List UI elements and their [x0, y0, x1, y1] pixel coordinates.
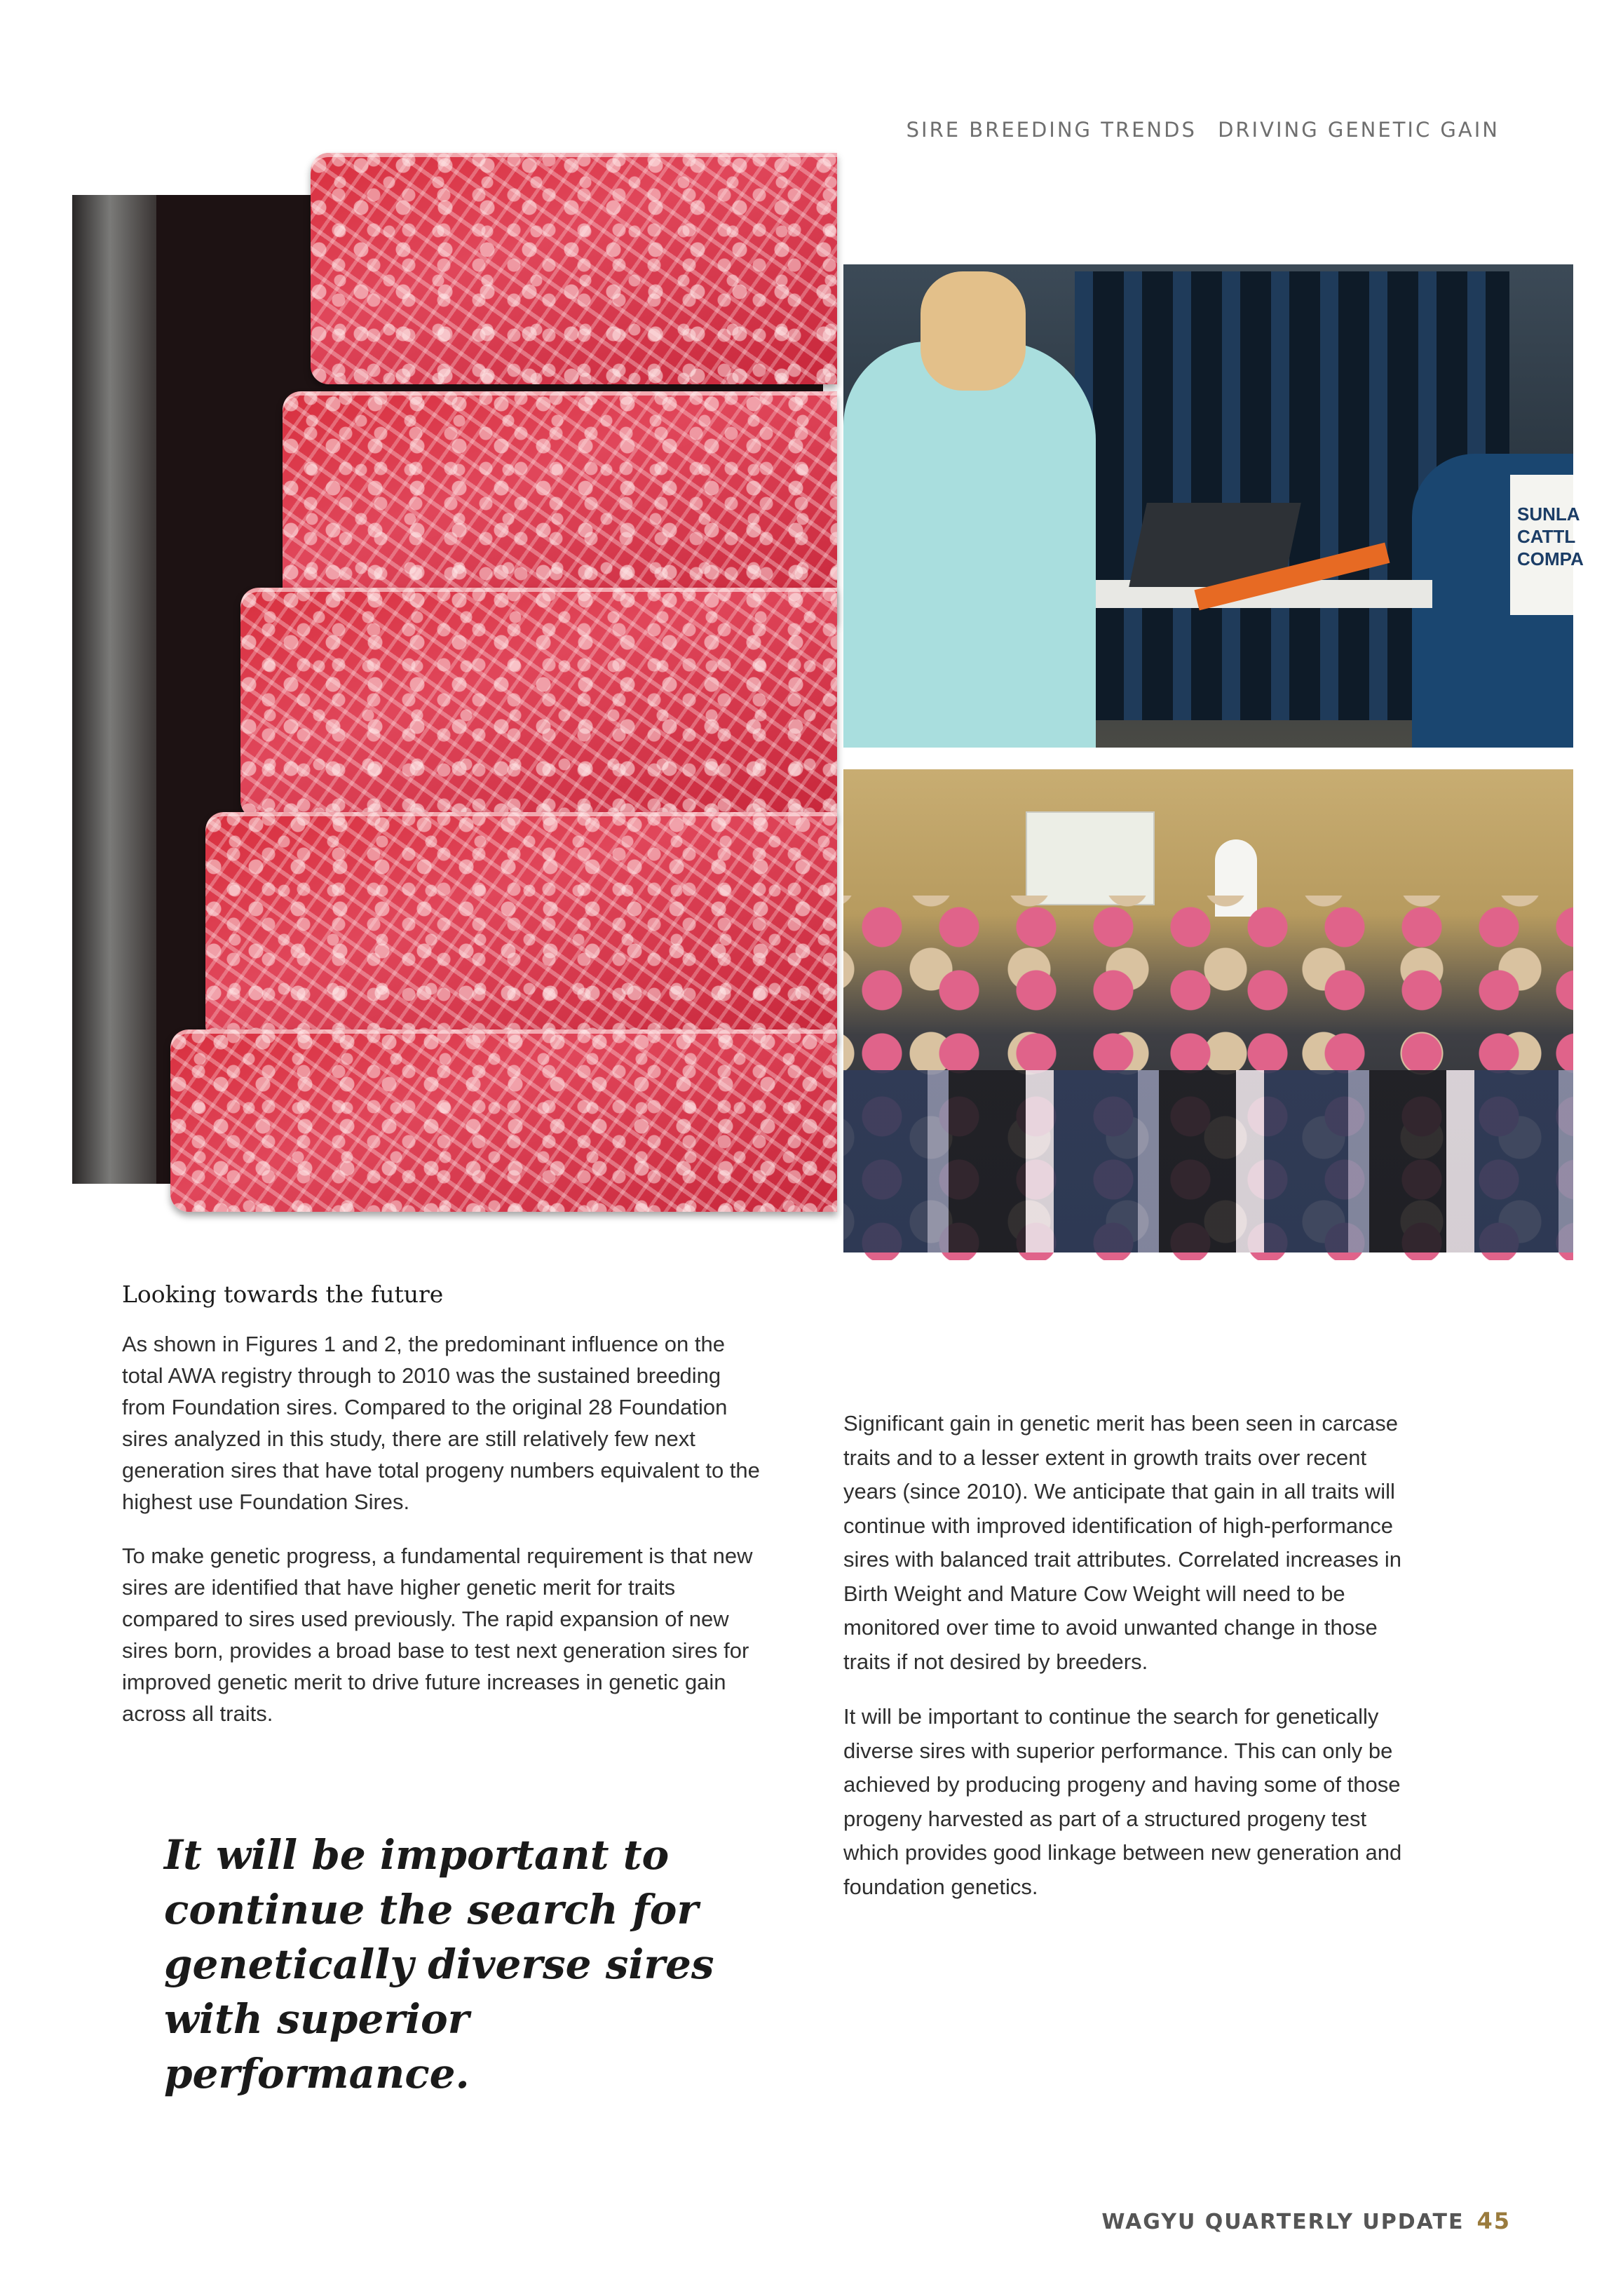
beef-slice	[311, 153, 837, 384]
beef-slice	[170, 1029, 837, 1212]
beef-slice	[205, 812, 837, 1044]
audience-photo	[843, 769, 1573, 1252]
person-head	[921, 271, 1026, 391]
right-column	[843, 1407, 1418, 1925]
right-paragraph-2: It will be important to continue the search for genetically diverse sires with superior performance. This can only be achieved by producing progeny and having some of those progeny harvested as part of a structured progeny test which provides good linkage between new generation and foundation genetics.	[843, 1704, 1402, 1899]
audience-chairs	[843, 1070, 1573, 1252]
pullquote: It will be important to continue the search for genetically diverse sires with superior performance.	[164, 1831, 714, 2098]
section-heading: Looking towards the future	[122, 1281, 444, 1308]
header-article: DRIVING GENETIC GAIN	[1218, 118, 1500, 142]
person-at-laptop	[843, 342, 1096, 748]
crush-sign: SUNLA CATTL COMPA	[1510, 475, 1573, 615]
projector-screen	[1026, 811, 1155, 905]
tray-rail	[72, 195, 156, 1184]
left-column	[122, 1328, 767, 1752]
page-footer	[1101, 2208, 1511, 2234]
left-paragraph-2: To make genetic progress, a fundamental requirement is that new sires are identified that have higher genetic merit for traits compared to sires used previously. The rapid expansion of new sires born, provides a broad base to test next generation sires for improved genetic merit to drive future increases in genetic gain across all traits.	[122, 1544, 753, 1726]
left-paragraph-1: As shown in Figures 1 and 2, the predominant influence on the total AWA registry through to 2010 was the sustained breeding from Foundation sires. Compared to the original 28 Foundation sires analyzed in this study, there are still relatively few next generation sires that have total progeny numbers equivalent to the highest use Foundation Sires.	[122, 1332, 760, 1514]
page-number: 45	[1476, 2208, 1511, 2234]
cattle-crush-photo	[843, 264, 1584, 748]
marbled-beef-photo	[72, 195, 823, 1184]
header-section: SIRE BREEDING TRENDS	[906, 118, 1197, 142]
publication-name: WAGYU QUARTERLY UPDATE	[1101, 2210, 1465, 2234]
beef-slice	[240, 588, 837, 819]
running-header	[906, 118, 1500, 142]
right-paragraph-1: Significant gain in genetic merit has been seen in carcase traits and to a lesser extent in growth traits over recent years (since 2010). We anticipate that gain in all traits will continue with improved identification of high-performance sires with balanced trait attributes. Correlated increases in Birth Weight and Mature Cow Weight will need to be monitored over time to avoid unwanted change in those traits if not desired by breeders.	[843, 1411, 1402, 1674]
